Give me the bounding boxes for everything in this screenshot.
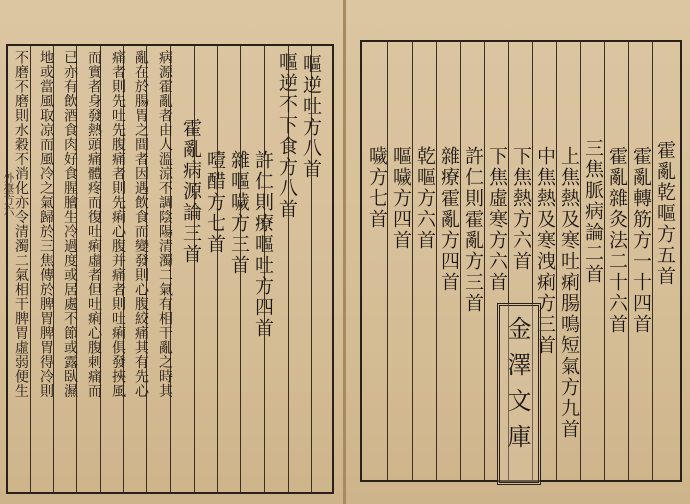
contents-entry-3: 霍亂雜灸法二十六首 — [606, 146, 628, 335]
body-column-2: 亂在於腸胃之間者因遇飲食而變發則心腹絞痛其有先心 — [133, 50, 149, 398]
body-column-1: 病源霍亂者由人溫涼不調陰陽清濁二氣有相干亂之時其 — [157, 50, 173, 398]
contents-entry-9: 許仁則霍亂方三首 — [462, 146, 484, 314]
contents-entry-10: 雜療霍亂方四首 — [438, 146, 460, 293]
contents-entry-13: 噦方七首 — [366, 146, 388, 230]
contents-entry-11: 乾嘔方六首 — [414, 146, 436, 251]
body-column-3: 痛者則先吐先腹痛者則先痢心腹并痛者則吐痢俱發挾風 — [110, 50, 126, 398]
list-column-1: 嘔逆吐方八首 — [300, 54, 322, 180]
list-column-2: 嘔逆不下食方八首 — [276, 52, 298, 220]
edge-label: 外臺方六 — [2, 172, 15, 216]
body-column-6: 地或當風取凉而風冷之氣歸於三焦傳於脾胃脾胃得冷則 — [38, 50, 54, 398]
contents-entry-2: 霍亂轉筋方一十四首 — [630, 146, 652, 335]
contents-entry-7: 下焦熱方六首 — [510, 146, 532, 272]
contents-entry-12: 嘔噦方四首 — [390, 146, 412, 251]
body-column-7: 不磨不磨則水穀不消化亦令清濁二氣相干脾胃虛弱便生 — [13, 50, 29, 398]
list-column-6: 霍亂病源論三首 — [180, 118, 202, 265]
contents-entry-1: 霍亂乾嘔方五首 — [654, 140, 676, 287]
list-column-4: 雜嘔噦方三首 — [228, 150, 250, 276]
body-column-5: 已亦有飲酒食肉好食腥膾生冷過度或居處不節或露臥濕 — [62, 50, 78, 398]
body-column-4: 而實者身發熱頭痛體疼而復吐痢虛者但吐痢心腹刺痛而 — [86, 50, 102, 398]
left-leaf — [0, 0, 344, 504]
contents-entry-4: 三焦脈病論二首 — [582, 138, 604, 285]
contents-entry-5: 上焦熱及寒吐痢腸鳴短氣方九首 — [558, 146, 580, 440]
list-column-3: 許仁則療嘔吐方四首 — [252, 150, 274, 339]
contents-entry-6: 中焦熱及寒洩痢方三首 — [534, 146, 556, 356]
contents-entry-8: 下焦虛寒方六首 — [486, 146, 508, 293]
list-column-5: 噎醋方七首 — [204, 150, 226, 255]
seal-text: 金澤文庫 — [503, 316, 531, 460]
ownership-seal — [497, 303, 541, 485]
